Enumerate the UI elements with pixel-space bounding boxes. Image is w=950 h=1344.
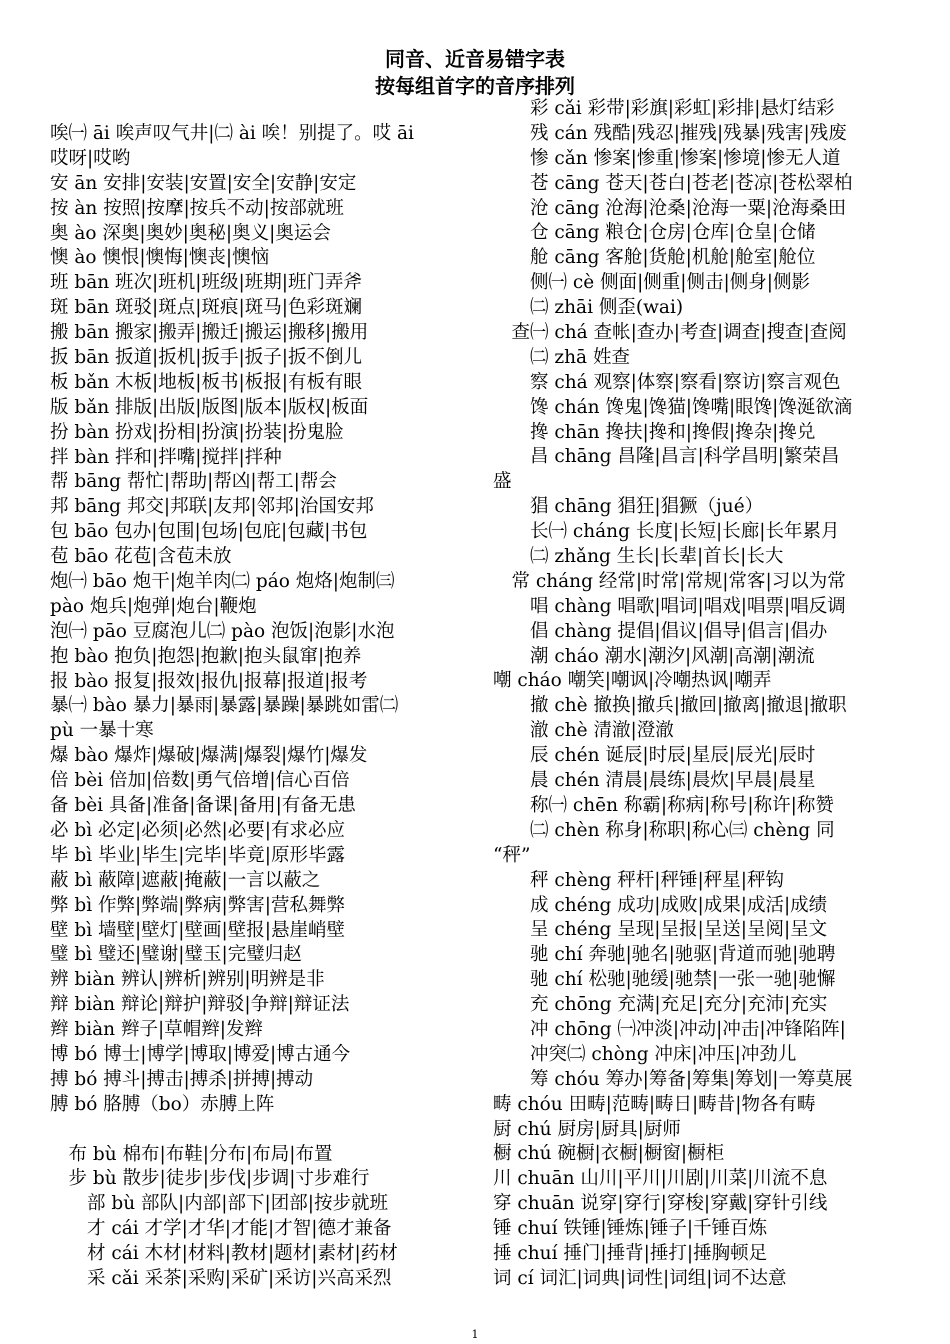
entry-line: 布 bù 棉布|布鞋|分布|布局|布置 bbox=[50, 1143, 333, 1165]
entry-line: 驰 chí 奔驰|驰名|驰驱|背道而驰|驰聘 bbox=[493, 944, 836, 966]
entry-line: 壁 bì 墙壁|壁灯|壁画|壁报|悬崖峭壁 bbox=[50, 919, 345, 941]
entry-line: 畴 chóu 田畴|范畴|畴日|畴昔|物各有畴 bbox=[493, 1093, 816, 1115]
entry-line: 才 cái 才学|才华|才能|才智|德才兼备 bbox=[50, 1218, 392, 1240]
entry-line: pù 一暴十寒 bbox=[50, 720, 154, 742]
entry-line: 邦 bāng 邦交|邦联|友邦|邻邦|治国安邦 bbox=[50, 496, 374, 518]
entry-line: 爆 bào 爆炸|爆破|爆满|爆裂|爆竹|爆发 bbox=[50, 745, 368, 767]
entry-line: 昌 chāng 昌隆|昌言|科学昌明|繁荣昌 bbox=[493, 446, 840, 468]
entry-line: 搀 chān 搀扶|搀和|搀假|搀杂|搀兑 bbox=[493, 421, 816, 443]
entry-line: 采 cǎi 采茶|采购|采矿|采访|兴高采烈 bbox=[50, 1267, 392, 1289]
entry-line: 搬 bān 搬家|搬弄|搬迁|搬运|搬移|搬用 bbox=[50, 322, 369, 344]
entry-line: 倍 bèi 倍加|倍数|勇气倍增|信心百倍 bbox=[50, 770, 350, 792]
entry-line: 词 cí 词汇|词典|词性|词组|词不达意 bbox=[493, 1267, 787, 1289]
entry-line: 唉㈠ āi 唉声叹气井|㈡ ài 唉！别提了。哎 āi bbox=[50, 123, 414, 144]
entry-line: 惨 cǎn 惨案|惨重|惨案|惨境|惨无人道 bbox=[493, 147, 841, 169]
entry-line: 仓 cāng 粮仓|仓房|仓库|仓皇|仓储 bbox=[493, 222, 816, 244]
entry-line: 残 cán 残酷|残忍|摧残|残暴|残害|残废 bbox=[493, 122, 847, 144]
entry-line: 班 bān 班次|班机|班级|班期|班门弄斧 bbox=[50, 272, 362, 294]
entry-line: 侧㈠ cè 侧面|侧重|侧击|侧身|侧影 bbox=[493, 272, 811, 294]
entry-line: 猖 chāng 猖狂|猖獗（jué） bbox=[493, 496, 764, 518]
entry-line: 帮 bāng 帮忙|帮助|帮凶|帮工|帮会 bbox=[50, 471, 337, 493]
entry-line: 辨 biàn 辨认|辨析|辨别|明辨是非 bbox=[50, 969, 325, 991]
entry-line: 毕 bì 毕业|毕生|完毕|毕竟|原形毕露 bbox=[50, 844, 345, 866]
entry-line: 包 bāo 包办|包围|包场|包庇|包藏|书包 bbox=[50, 521, 368, 543]
entry-line: 锤 chuí 铁锤|锤炼|锤子|千锤百炼 bbox=[493, 1218, 768, 1240]
entry-line: pào 炮兵|炮弹|炮台|鞭炮 bbox=[50, 595, 257, 617]
entry-line: 驰 chí 松驰|驰缓|驰禁|一张一驰|驰懈 bbox=[493, 969, 836, 991]
entry-line: 抱 bào 抱负|抱怨|抱歉|抱头鼠窜|抱养 bbox=[50, 645, 362, 667]
entry-line: 哎呀|哎哟 bbox=[50, 147, 131, 169]
entry-line: 材 cái 木材|材料|教材|题材|素材|药材 bbox=[50, 1243, 398, 1265]
entry-line: 泡㈠ pāo 豆腐泡儿㈡ pào 泡饭|泡影|水泡 bbox=[50, 620, 395, 642]
entry-line: 晨 chén 清晨|晨练|晨炊|早晨|晨星 bbox=[493, 770, 816, 792]
entry-line: ㈡ zhǎng 生长|长辈|首长|长大 bbox=[493, 546, 784, 568]
entry-line: 撤 chè 撤换|撤兵|撤回|撤离|撤退|撤职 bbox=[493, 695, 847, 717]
entry-line: 苞 bāo 花苞|含苞未放 bbox=[50, 546, 232, 568]
entry-line: 秤 chèng 秤杆|秤锤|秤星|秤钩 bbox=[493, 869, 784, 891]
entry-line: ㈡ zhā 姓查 bbox=[493, 346, 630, 368]
entry-line: 察 chá 观察|体察|察看|察访|察言观色 bbox=[493, 371, 841, 393]
entry-line: 蔽 bì 蔽障|遮蔽|掩蔽|一言以蔽之 bbox=[50, 869, 321, 891]
entry-line: 呈 chéng 呈现|呈报|呈送|呈阅|呈文 bbox=[493, 919, 828, 941]
entry-line: 辰 chén 诞辰|时辰|星辰|辰光|辰时 bbox=[493, 745, 816, 767]
entry-line: 板 bǎn 木板|地板|板书|板报|有板有眼 bbox=[50, 371, 362, 393]
entry-line: 奥 ào 深奥|奥妙|奥秘|奥义|奥运会 bbox=[50, 222, 331, 244]
entry-line: 安 ān 安排|安装|安置|安全|安静|安定 bbox=[50, 172, 357, 194]
entry-line: 嘲 cháo 嘲笑|嘲讽|冷嘲热讽|嘲弄 bbox=[493, 670, 772, 692]
entry-line: 舱 cāng 客舱|货舱|机舱|舱室|舱位 bbox=[493, 247, 816, 269]
entry-line: ㈡ chèn 称身|称职|称心㈢ chèng 同 bbox=[493, 819, 835, 841]
entry-line: 弊 bì 作弊|弊端|弊病|弊害|营私舞弊 bbox=[50, 894, 345, 916]
entry-line: ㈡ zhāi 侧歪(wai) bbox=[493, 297, 684, 319]
entry-line: 厨 chú 厨房|厨具|厨师 bbox=[493, 1118, 681, 1140]
entry-line: 馋 chán 馋鬼|馋猫|馋嘴|眼馋|馋涎欲滴 bbox=[493, 396, 853, 418]
entry-line: 筹 chóu 筹办|筹备|筹集|筹划|一筹莫展 bbox=[493, 1068, 853, 1090]
entry-line: 步 bù 散步|徒步|步伐|步调|寸步难行 bbox=[50, 1168, 370, 1190]
entry-line: 扮 bàn 扮戏|扮相|扮演|扮装|扮鬼脸 bbox=[50, 421, 344, 443]
entry-line: 充 chōng 充满|充足|充分|充沛|充实 bbox=[493, 994, 828, 1016]
entry-line: 冲突㈡ chòng 冲床|冲压|冲劲儿 bbox=[493, 1043, 797, 1065]
entry-line: 璧 bì 璧还|璧谢|璧玉|完璧归赵 bbox=[50, 944, 302, 966]
entry-line: 盛 bbox=[493, 471, 512, 493]
entry-line: 备 bèi 具备|准备|备课|备用|有备无患 bbox=[50, 795, 356, 817]
blank-line bbox=[50, 1118, 470, 1143]
entry-line: 版 bǎn 排版|出版|版图|版本|版权|板面 bbox=[50, 396, 369, 418]
entry-line: 必 bì 必定|必须|必然|必要|有求必应 bbox=[50, 819, 345, 841]
entry-line: 澈 chè 清澈|澄澈 bbox=[493, 720, 674, 742]
entry-line: 潮 cháo 潮水|潮汐|风潮|高潮|潮流 bbox=[493, 645, 815, 667]
entry-line: 辩 biàn 辩论|辩护|辩驳|争辩|辩证法 bbox=[50, 994, 350, 1016]
entry-line: “秤” bbox=[493, 844, 531, 866]
entry-line: 博 bó 博士|博学|博取|博爱|博古通今 bbox=[50, 1043, 351, 1065]
entry-line: 搏 bó 搏斗|搏击|搏杀|拼搏|搏动 bbox=[50, 1068, 314, 1090]
right-column bbox=[493, 97, 913, 1292]
entry-line: 扳 bān 扳道|扳机|扳手|扳子|扳不倒儿 bbox=[50, 347, 362, 369]
entry-line: 冲 chōng ㈠冲淡|冲动|冲击|冲锋陷阵| bbox=[493, 1018, 846, 1040]
entry-line: 查㈠ chá 查帐|查办|考查|调查|搜查|查阅 bbox=[493, 322, 847, 344]
entry-line: 按 àn 按照|按摩|按兵不动|按部就班 bbox=[50, 197, 344, 219]
entry-line: 长㈠ cháng 长度|长短|长廊|长年累月 bbox=[493, 521, 840, 543]
entry-line: 称㈠ chēn 称霸|称病|称号|称许|称赞 bbox=[493, 794, 834, 816]
page-number: 1 bbox=[471, 1328, 479, 1341]
entry-line: 彩 cǎi 彩带|彩旗|彩虹|彩排|悬灯结彩 bbox=[493, 98, 835, 119]
entry-line: 报 bào 报复|报效|报仇|报幕|报道|报考 bbox=[50, 670, 368, 692]
entry-line: 捶 chuí 捶门|捶背|捶打|捶胸顿足 bbox=[493, 1242, 768, 1264]
entry-line: 穿 chuān 说穿|穿行|穿梭|穿戴|穿针引线 bbox=[493, 1193, 828, 1215]
page-subtitle: 按每组首字的音序排列 bbox=[375, 74, 575, 98]
entry-line: 辫 biàn 辫子|草帽辫|发辫 bbox=[50, 1019, 263, 1041]
entry-line: 橱 chú 碗橱|衣橱|橱窗|橱柜 bbox=[493, 1143, 725, 1165]
left-column bbox=[50, 122, 470, 1292]
entry-line: 暴㈠ bào 暴力|暴雨|暴露|暴躁|暴跳如雷㈡ bbox=[50, 695, 399, 717]
entry-line: 苍 cāng 苍天|苍白|苍老|苍凉|苍松翠柏 bbox=[493, 172, 853, 194]
entry-line: 斑 bān 斑驳|斑点|斑痕|斑马|色彩斑斓 bbox=[50, 297, 362, 319]
entry-line: 膊 bó 胳膊（bo）赤膊上阵 bbox=[50, 1093, 275, 1115]
page-title: 同音、近音易错字表 bbox=[385, 47, 565, 71]
entry-line: 川 chuān 山川|平川|川剧|川菜|川流不息 bbox=[493, 1168, 828, 1190]
entry-line: 炮㈠ bāo 炮干|炮羊肉㈡ páo 炮烙|炮制㈢ bbox=[50, 571, 395, 593]
entry-line: 倡 chàng 提倡|倡议|倡导|倡言|倡办 bbox=[493, 620, 828, 642]
entry-line: 常 cháng 经常|时常|常规|常客|习以为常 bbox=[493, 570, 846, 592]
entry-line: 成 chéng 成功|成败|成果|成活|成绩 bbox=[493, 894, 828, 916]
entry-line: 沧 cāng 沧海|沧桑|沧海一粟|沧海桑田 bbox=[493, 197, 847, 219]
entry-line: 懊 ào 懊恨|懊悔|懊丧|懊恼 bbox=[50, 247, 270, 269]
entry-line: 唱 chàng 唱歌|唱词|唱戏|唱票|唱反调 bbox=[493, 595, 846, 617]
entry-line: 部 bù 部队|内部|部下|团部|按步就班 bbox=[50, 1193, 388, 1215]
entry-line: 拌 bàn 拌和|拌嘴|搅拌|拌种 bbox=[50, 446, 282, 468]
